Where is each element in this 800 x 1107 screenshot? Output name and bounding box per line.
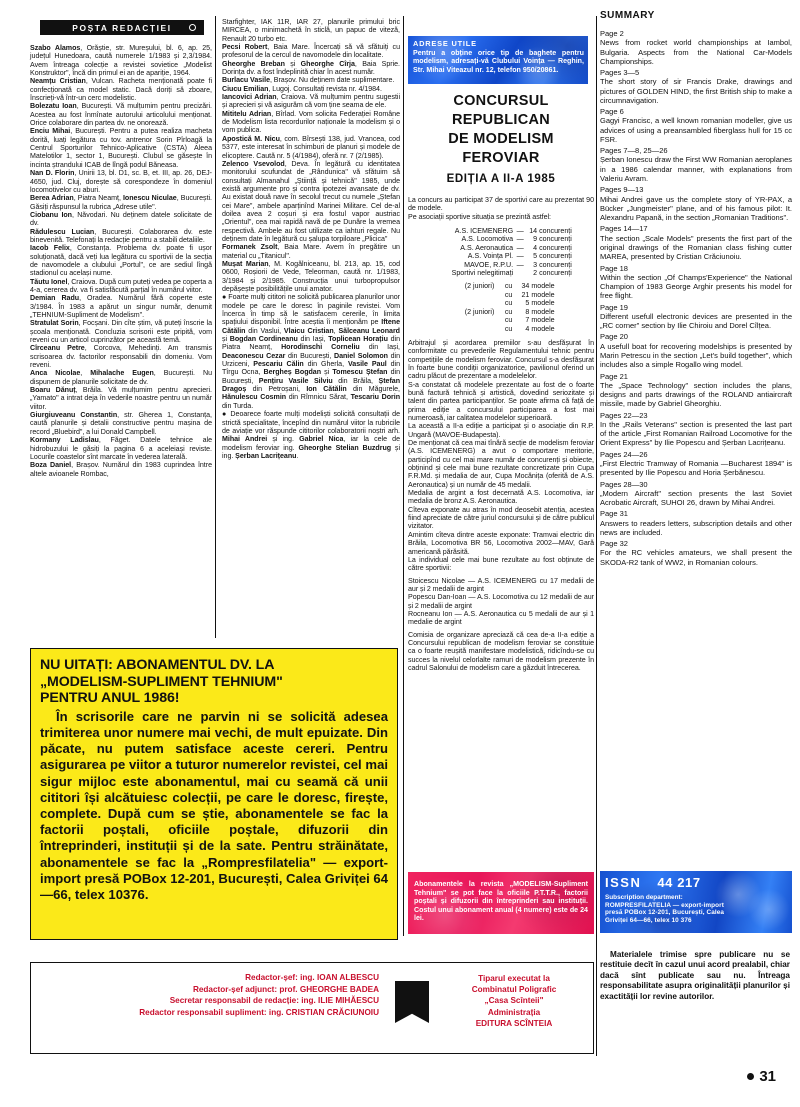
colophon-staff [39,972,379,1018]
summary-item-page: Page 32 [600,539,628,549]
model-cu: cu [504,316,513,325]
issn-line [605,875,787,890]
summary-item-page: Page 2 [600,29,624,38]
abonamente-pink-box [408,872,594,934]
club-name: A.S. Aeronautica [460,243,514,252]
letter-entry: Nan D. Florin, Unirii 13, bl. D1, sc. B, et. III, ap. 26, DEJ-4650, jud. Cluj, dorește să corespondeze în domeniul locomotivelor cu aburi. [30,169,212,194]
letter-entry: Anca Nicolae, Mihalache Eugen, București. Nu dispunem de planurile solicitate de dv. [30,369,212,386]
colophon-printer-line: Administrația [487,1007,541,1017]
concurs-paragraph: La această a II-a ediție a participat și o asociație din R.P. Ungară (MAVOE-Budapesta). [408,422,594,439]
page-number [747,1068,776,1085]
club-unit: concurenți [539,243,572,252]
model-count: 4 [525,324,530,333]
concurs-model-row [408,282,594,290]
club-count: 9 [533,235,538,244]
concurs-intro-1: La concurs au participat 37 de sportivi care au prezentat 90 de modele. [408,196,594,213]
subscription-heading-line: NU UITAȚI: ABONAMENTUL DV. LA [40,657,275,673]
model-cu: cu [504,307,513,316]
summary-item-text: Gagyi Francisc, a well known romanian modeller, give us advices of using a preansambled fiberglass hull for 15 cc FSR. [600,116,792,144]
model-unit: modele [531,290,555,299]
letter-entry: Mușat Marian, M. Kogălniceanu, bl. 213, ap. 15, cod 0600, Roșiorii de Vede, Teleorman, caută nr. 1/1983, 3/1984 și 2/1985. Construcția unui turbopropulsor depășește posibilitățile unui amator. [222,259,401,293]
publisher-logo-icon [395,981,429,1023]
concurs-intro-2: Pe asociații sportive situația se prezintă astfel: [408,212,551,221]
concurs-club-row [408,252,594,260]
model-count: 8 [525,307,530,316]
summary-item-page: Pages 28—30 [600,479,648,489]
summary-item-text: „First Electric Tramway of Romania —Bucharest 1894" is presented by Ilie Popescu and Horia Șerbănescu. [600,458,792,478]
adrese-utile-title: ADRESE UTILE [413,39,477,48]
summary-item-text: Different usefull electronic devices are presented in the „RC corner" section by Ilie Chiroiu and Dorel Cîlțea. [600,311,792,331]
summary-item-page: Pages 7—8, 25—26 [600,146,668,156]
letter-entry: Apostică M. Nicu, com. Bîrsești 138, jud. Vrancea, cod 5377, este interesat în schimburi de planuri și modele de elicoptere. Caută nr. 5 (4/1984), oferă nr. 7 (2/1985). [222,134,400,160]
club-count: 4 [533,243,538,252]
adrese-utile-box [408,36,588,84]
colophon-printer-line: Combinatul Poligrafic [471,985,557,995]
letter-entry: Boaru Dănuț, Brăila. Vă mulțumim pentru aprecieri. „Yamato" a intrat deja în vederile noastre pentru un număr viitor. [30,386,212,411]
summary-entries [600,29,792,567]
club-name: MAVOE, R.P.U. [464,260,514,269]
letter-entry: Berea Adrian, Piatra Neamț, Ionescu Niculae, București. Găsiți răspunsul la rubrica „Adrese utile". [30,194,213,211]
model-note [408,316,498,324]
letter-entry: Burlacu Vasile, Brașov. Nu deținem date suplimentare. [222,76,395,85]
letter-entry: Pecsi Robert, Baia Mare. Încercați să vă sfătuiți cu profesorul de la cercul de navomodele din localitate. [222,43,400,60]
issn-box [600,871,792,933]
concurs-models-table [408,282,594,332]
club-unit: concurenți [539,260,572,269]
summary-item-text: Answers to readers letters, subscription details and other news are included. [600,518,792,537]
letter-entry: Boza Daniel, Brașov. Numărul din 1983 cuprindea între altele avioanele Rombac, [30,461,212,478]
issn-subscription-block [605,894,787,924]
club-unit: concurenți [539,252,572,261]
summary-item-page: Pages 14—17 [600,224,648,234]
concurs-winner: Rocneanu Ion — A.S. Aeronautica cu 5 medalii de aur și 1 medalie de argint [408,609,594,627]
concurs-paragraphs [408,339,594,672]
club-name: A.S. Voința Pl. [467,252,514,261]
club-unit: concurenți [539,235,572,244]
summary-item-text: The section „Scale Models" presents the first part of the original drawings of the Romanian class fishing cutter MAREA, presented by Cristian Crăciunoiu. [600,233,792,262]
subscription-notice-body: În scrisorile care ne parvin ni se solicită adesea trimiterea unor numere mai vechi, de mult epuizate. Din păcate, nu putem satisface aceste cereri. Pentru asigurarea pe viitor a tuturor numerelor revistei, cel mai sigur mijloc este abonamentul, mai cu seamă că unii cititori își alcătuiesc colecții, pe care le doresc, firește, complete. După cum se știe, abonamentele se fac la factorii poștali, oficiile poștale, difuzorii din întreprinderi, instituții și de la sate. Pentru străinătate, abonamentele se fac la „Rompresfilatelia" — export-import presă POBox 12-201, București, Calea Griviței 64—66, telex 10376. [40,708,389,903]
summary-item-page: Pages 22—23 [600,410,648,420]
model-note: (2 juniori) [464,282,495,291]
summary-item [600,303,792,331]
summary-item [600,509,792,537]
subscription-heading-line: PENTRU ANUL 1986! [40,690,180,707]
colophon-box [30,962,594,1054]
issn-sub-line: ROMPRESFILATELIA — export-import [605,901,724,909]
concurs-paragraph: S-a constatat că modelele prezentate au fost de o foarte bună factură tehnică și artistică, dovedind seriozitate și talent din partea participanților. Se poate afirma că față de prima ediție a concursului participarea a fost mai numeroasă, iar calitatea modelelor superioară. [408,380,594,422]
letters-text-block-2 [222,18,400,460]
letter-continuation: Starfighter, IAK 11R, IAR 27, planurile primului bric MIRCEA, o minimachetă în sticlă, un papuc de viteză, Renault 20 turbo etc. [222,18,400,43]
letter-entry: Iancovici Adrian, Craiova. Vă mulțumim pentru sugestii și aprecieri și vă asigurăm că vom ține seama de ele. [222,93,401,110]
concurs-title-line: DE MODELISM [448,131,554,147]
subscription-notice-heading [40,657,388,707]
colophon-staff-line: Redactor-șef: ing. IOAN ALBESCU [245,973,379,982]
letter-entry: Iacob Felix, Constanța. Problema dv. poate fi ușor soluționată, dacă veți lua legătura cu sportivii de la secția de navomodele a clubului „Portul", ce are sediul lîngă stadionul cu același nume. [30,244,212,278]
posta-redactiei-label: POȘTA REDACȚIEI [72,22,172,33]
summary-item-text: Within the section „Of Champs'Experience" the National Champion of 1983 George Arghir presents his model for free flight. [600,272,792,301]
concurs-model-row [408,291,594,299]
club-count: 5 [533,252,538,261]
concurs-club-row [408,244,594,252]
model-count: 21 [521,290,530,299]
colophon-staff-line: Secretar responsabil de redacție: ing. ILIE MIHĂESCU [169,996,379,1006]
bullet-icon [747,1073,754,1080]
editorial-disclaimer-text: Materialele trimise spre publicare nu se restituie decît în cazul unui acord prealabil, chiar dacă sînt publicate sau nu. Întreaga responsabilitate asupra originalității planurilor și exactității lor revine autorilor. [600,950,790,1001]
page-number-value: 31 [759,1068,776,1085]
letter-entry: Bolezatu Ioan, București. Vă mulțumim pentru precizări. Acestea au fost înmînate autorului articolului menționat. Orice colaborare din partea dv. ne onorează. [30,102,212,128]
issn-label: ISSN [605,875,642,890]
letter-entry: Giurgiuveanu Constantin, str. Gherea 1, Constanța, caută planurile și detalii constructive pentru mașina de record „Bluebird", a lui Donald Campbell. [30,411,212,436]
circle-icon [189,24,196,31]
colophon-printer-line: Tiparul executat la [478,974,550,983]
summary-item [600,146,792,183]
letter-entry: Demian Radu, Oradea. Numărul fără coperte este 3/1984. În 1983 a apărut un singur număr, denumit „TEHNIUM-Supliment de Modelism". [30,294,212,319]
colophon-staff-line: Redactor responsabil supliment: ing. CRISTIAN CRĂCIUNOIU [139,1007,379,1017]
model-note [408,299,498,307]
concurs-club-row [408,227,594,235]
model-count: 34 [521,282,530,291]
letter-entry: Rădulescu Lucian, București. Colaborarea dv. este binevenită. Telefonați la redacție pentru a stabili detaliile. [30,227,212,244]
concurs-paragraph: Cîteva exponate au atras în mod deosebit atenția, acestea fiind apreciate de către juriul concursului și de către publicul vizitator. [408,505,594,531]
summary-item-text: The short story of sir Francis Drake, drawings and pictures of GOLDEN HIND, the first British ship to make a circumnavigation. [600,77,792,105]
letter-entry: Ciobanu Ion, Năvodari. Nu deținem datele solicitate de dv. [30,210,212,228]
summary-item-page: Pages 24—26 [600,449,648,459]
summary-item [600,411,792,448]
colophon-printer-line: EDITURA SCÎNTEIA [475,1018,553,1028]
concurs-club-row [408,269,594,277]
model-unit: modele [531,316,555,325]
summary-item [600,450,792,478]
club-dash: — [516,260,524,269]
concurs-edition: EDIȚIA A II-A 1985 [446,173,556,185]
summary-item-page: Page 19 [600,302,628,312]
club-unit: concurenți [539,269,572,278]
concurs-club-row [408,235,594,243]
concurs-winner: Stoicescu Nicolae — A.S. ICEMENERG cu 17 medalii de aur și 2 medalii de argint [408,576,594,593]
summary-item-text: News from rocket world championships at Iambol, Bulgaria. Aspects from the National Car-Models Championships. [600,38,792,66]
letter-entry: Gheorghe Breban și Gheorghe Cîrja, Baia Sprie. Dorința dv. a fost îndeplinită chiar în acest număr. [222,59,400,77]
column-divider-3 [596,16,597,1056]
column-divider-2 [403,16,404,936]
letter-entry: Stratulat Sorin, Focșani. Din cîte știm, vă puteți înscrie la școala menționată. Concluzia scrisorii este pripită, vom reveni cu un articol cuprinzător pe această temă. [30,319,212,345]
club-count: 2 [533,269,538,278]
letter-entry: Formanek Zsolt, Baia Mare. Avem în pregătire un material cu „Titanicul". [222,243,400,260]
model-unit: modele [531,324,555,333]
concurs-model-row [408,308,594,316]
concurs-paragraph: La individual cele mai bune rezultate au fost obținute de către sportivii: [408,555,594,573]
summary-item [600,372,792,409]
summary-item [600,29,792,66]
letters-text-block-1 [30,44,212,478]
summary-title: SUMMARY [600,10,655,21]
concurs-model-row [408,325,594,333]
club-dash [516,269,524,277]
concurs-paragraph: Arbitrajul și acordarea premiilor s-au desfășurat în conformitate cu prevederile Regulamentului tehnic pentru competițiile de modelism feroviar. Concursul s-a desfășurat în foarte bune condiții organizatorice, pavilionul oferind un cadru plăcut de prezentare a modelelelor. [408,338,594,381]
club-dash: — [516,243,524,252]
letters-column-1 [30,44,212,478]
concurs-winner: Popescu Dan-Ioan — A.S. Locomotiva cu 12 medalii de aur și 2 medalii de argint [408,593,594,610]
letter-entry: Kormany Ladislau, Făget. Datele tehnice ale hidrobuzului le găsiți la pagina 6 a aceleiași reviste. Locurile coastelor sînt marcate în vederea laterală. [30,436,212,461]
club-name: Sportivi nelegitimați [451,269,514,278]
club-count: 14 [529,227,538,236]
letter-entry: Neamțu Cristian, Vulcan. Racheta menționată poate fi confecționată ca model static. Dacă doriți să zboare, înscrieți-vă într-un cerc modelistic. [30,77,212,103]
concurs-title-line: FEROVIAR [462,150,540,166]
club-dash: — [516,235,524,244]
model-cu: cu [504,299,513,308]
model-note: (2 juniori) [464,307,495,316]
concurs-paragraph: Amintim cîteva dintre aceste exponate: Tramvai electric din Brăila, Locomotiva BR 56, Locomotiva 2002—MAV, Gară americană părăsită. [408,530,594,556]
letter-entry: Tăutu Ionel, Craiova. După cum puteți vedea pe coperta a 4-a, cererea dv. va fi satisfăcută parțial în numărul viitor. [30,277,212,294]
summary-item-text: For the RC vehicles amateurs, we shall present the SKODA-R2 tank of WW2, in Romanian colours. [600,548,792,567]
summary-item-text: Șerban Ionescu draw the First WW Romanian aeroplanes in a 1986 calendar manner, with explanations from Valeriu Avram. [600,155,792,184]
summary-item [600,480,792,508]
summary-item-page: Pages 9—13 [600,185,644,195]
model-count: 5 [525,299,530,308]
model-count: 7 [525,316,530,325]
club-dash: — [516,227,524,236]
summary-item-text: A usefull boat for recovering modelships is presented by Marin Petrescu in the section „Let's build together", which includes also a simple Rogallo wing model. [600,341,792,370]
summary-item-page: Page 21 [600,371,628,381]
concurs-clubs-table [408,227,594,277]
summary-item [600,224,792,261]
editorial-disclaimer [600,950,790,1002]
letter-entry: Enciu Mihai, București. Pentru a putea realiza macheta dorită, luați legătura cu tov. antrenor Sorin Pîrloagă la Centrul Sporturilor Tehnico-Aplicative (CSTA) Aleea Matelotilor 1, sector 1, București. Clubul se găsește în incinta ștrandului ICAB de lîngă podul Băneasa. [30,127,212,169]
issn-sub-label: Subscription department: [605,894,683,901]
summary-item-text: In the „Rails Veterans" section is presented the last part of the article „First Romanian Railroad Locomotive for the Orient Express" by Ilie Popescu and Șerban Lacrițeanu. [600,419,792,448]
concurs-title-line: REPUBLICAN [451,112,551,128]
summary-item [600,68,792,105]
subscription-notice-box [30,648,398,940]
club-unit: concurenți [539,227,572,236]
concurs-model-row [408,299,594,307]
concurs-body [408,196,594,672]
model-unit: modele [531,299,555,308]
club-dash: — [516,252,524,261]
summary-item [600,264,792,301]
letter-entry: Mititelu Adrian, Bîrlad. Vom solicita Federației Române de Modelism lista recordurilor naționale la modelism și o vom publica. [222,109,400,135]
letter-bullet: ● Foarte mulți cititori ne solicită publicarea planurilor unor modele pe care le doresc în paginile revistei. Vom încerca în timp să le satisfacem cererile, în limita spațiului disponibil. Între aceștia îi menționăm pe Iftene Cătălin din Vaslui, Vlaicu Cristian, Sălceanu Leonard și Bogdan Cordineanu din Iași, Toplicean Horațiu din Piatra Neamț, Horodinschi Corneliu din Iași, Deaconescu Cezar din București, Daniel Solomon din Urziceni, Pescariu Călin din Gherla, Vasile Paul din Tîrgu Ocna, Bergheș Bogdan și Tomescu Ștefan din București, Pențiru Vasile Silviu din Brăila, Ștefan Dragoș din Petroșani, Ion Cătălin din Măgurele, Hănulescu Cosmin din Rîmnicu Sărat, Tescariu Dorin din Turda. [222,293,401,410]
summary-item-page: Page 18 [600,263,628,273]
posta-redactiei-banner [40,20,204,35]
concurs-model-row [408,316,594,324]
summary-item-page: Page 31 [600,509,628,519]
summary-item [600,185,792,222]
summary-item-text: Mihai Andrei gave us the complete story of YR-PAX, a Bücker „Jungmeister" plane, and of his famous pilot: It. Alexandru Papană, in the section „Romanian Traditions". [600,194,792,223]
subscription-heading-line: „MODELISM-SUPLIMENT TEHNIUM" [40,673,283,690]
letter-entry: Cîrceanu Petre, Corcova, Mehedinți. Am transmis scrisoarea dv. factorilor responsabili din domeniu. Vom reveni. [30,344,212,370]
concurs-paragraph: Medalia de argint a fost decernată A.S. Locomotiva, iar medalia de bronz A.S. Aeronautica. [408,489,594,506]
model-cu: cu [504,282,513,291]
issn-sub-line: Griviței 64—66, telex 10 376 [605,916,692,924]
issn-number: 44 217 [657,875,701,890]
letter-entry: Zelenco Vsevolod, Deva. În legătură cu identitatea monitorului scufundat de „Rândunica" vă sfătuim să consultați Almanahul „Știință și tehnică" 1985, unde există argumente pro și contra ipotezei avansate de dv. Au existat două nave în secolul trecut cu numele „Ștefan cei Mare", ambele aparținînd Marinei Militare. Cel de-al doilea avea 2 coșuri și era fostul vapor austriac „Orientul", cea mai rapidă navă de pe Dunăre la vremea respectivă. Ambele au fost utilizate ca iahturi regale. Nu deținem date în legătură cu șalupa torpiloare „Plicica" [222,159,401,243]
issn-sub-line: presă POBox 12-201, București, Calea [605,909,725,917]
adrese-utile-text: Pentru a obține orice tip de baghete pentru modelism, adresați-vă Clubului Voința — Reghin, Str. Mihai Viteazul nr. 12, telefon 950/20861. [413,49,584,74]
summary-item-page: Page 6 [600,107,624,117]
club-count: 3 [533,260,538,269]
colophon-staff-line: Redactor-șef adjunct: prof. GHEORGHE BADEA [192,984,379,994]
concurs-closing: Comisia de organizare apreciază că cea de-a II-a ediție a Concursului republican de modelism feroviar se constituie ca o foarte reușită manifestare modelistică, ridicîndu-se cu succes la nivelul celorlalte ramuri de modelism prezente în cadrul Salonului de modelism care a găzduit întrecerea. [408,630,594,672]
model-note [408,291,498,299]
summary-column [600,10,792,567]
colophon-printer [441,973,587,1029]
concurs-club-row [408,261,594,269]
summary-item [600,107,792,144]
model-cu: cu [504,324,513,333]
club-name: A.S. ICEMENERG [454,227,514,236]
concurs-title-line: CONCURSUL [453,93,549,109]
summary-item-page: Page 20 [600,332,628,342]
letter-entry: Ciucu Emilian, Lugoj. Consultați revista nr. 4/1984. [222,84,382,93]
column-divider-1 [215,16,216,638]
concurs-title [408,92,594,168]
summary-item [600,332,792,369]
concurs-paragraph: De menționat că cea mai tînără secție de modelism feroviar (A.S. ICEMENERG) a avut o comportare meritorie, participînd cu cel mai mare număr de concurenți și obiecte, obținind și cele mai bune rezultate concretizate prin Cupa F.R.Md. și medalia de aur, Cupa Mocănița (oferită de A.S. Aeronautica) și un număr de 45 medalii. [408,439,594,489]
summary-item-text: The „Space Technology" section includes the plans, designs and parts drawings of the ROLAND antiaircraft missile, made by Gabriel Gheorghiu. [600,380,792,409]
summary-item-page: Pages 3—5 [600,68,640,78]
letter-entry: Szabo Alamos, Orăștie, str. Mureșului, bl. 6, ap. 25, județul Hunedoara, caută numerele 1/1983 și 2,3/1984. Avem întreaga colecție a revistei sovietice „Modelist Konstruktor", încă din primul ei an de apariție, 1964. [30,44,212,78]
summary-item-text: „Modern Aircraft" section presents the last Soviet Acrobatic Aircraft, SUHOI 26, drawn by Mihai Andrei. [600,488,792,508]
club-name: A.S. Locomotiva [461,235,514,244]
colophon-printer-line: „Casa Scînteii" [484,996,544,1006]
letter-bullet: ● Deoarece foarte mulți modeliști solicită consultații de strictă specialitate, începînd din numărul viitor la rubricile de aviație vor răspunde cititorilor colaboratorii noștri arh. Mihai Andrei și ing. Gabriel Nica, iar la cele de modelism feroviar ing. Gheorghe Stelian Buzdrug și ing. Șerban Lacrițeanu. [222,410,400,460]
model-unit: modele [531,282,555,291]
letters-column-2 [222,18,400,460]
model-unit: modele [531,307,555,316]
abonamente-text: Abonamentele la revista „MODELISM-Supliment Tehnium" se pot face la oficiile P.T.T.R., factorii poștali și difuzorii din întreprinderi sau instituții. Costul unui abonament anual (4 numere) este de 24 lei. [414,880,588,923]
model-note [408,325,498,333]
model-cu: cu [504,290,513,299]
summary-item [600,539,792,567]
